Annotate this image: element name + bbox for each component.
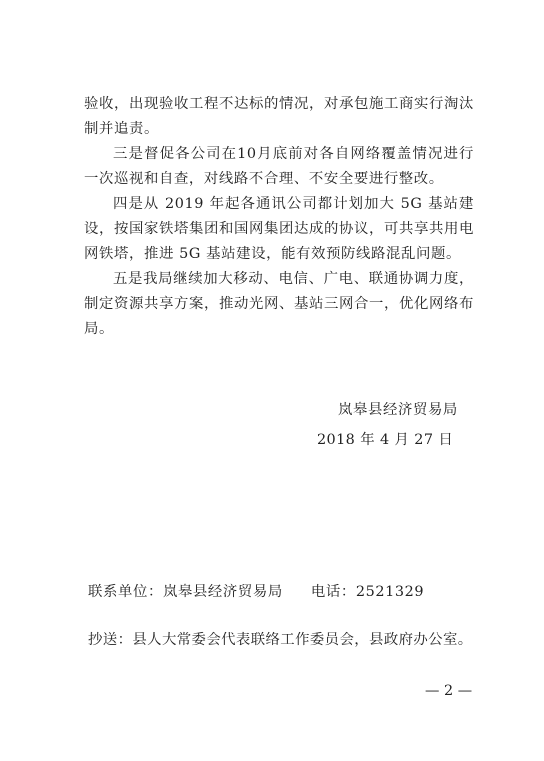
signature-date: 2018 年 4 月 27 日 xyxy=(317,432,454,448)
document-body xyxy=(84,92,474,342)
body-paragraph-1: 验收，出现验收工程不达标的情况，对承包施工商实行淘汰制并追责。 xyxy=(84,96,474,137)
body-paragraph-4: 五是我局继续加大移动、电信、广电、联通协调力度，制定资源共享方案，推动光网、基站三网合一，优化网络布局。 xyxy=(84,271,474,337)
signature-organization: 岚皋县经济贸易局 xyxy=(338,402,458,418)
contact-phone: 电话：2521329 xyxy=(310,584,425,600)
body-paragraph-3: 四是从 2019 年起各通讯公司都计划加大 5G 基站建设，按国家铁塔集团和国网集团达成的协议，可共享共用电网铁塔，推进 5G 基站建设，能有效预防线路混乱问题。 xyxy=(84,196,474,262)
cc-line: 抄送：县人大常委会代表联络工作委员会，县政府办公室。 xyxy=(88,632,473,648)
contact-line xyxy=(88,580,424,601)
body-paragraph-2: 三是督促各公司在10月底前对各自网络覆盖情况进行一次巡视和自查，对线路不合理、不安全要进行整改。 xyxy=(84,146,474,187)
contact-unit: 联系单位：岚皋县经济贸易局 xyxy=(88,584,283,600)
page-number: — 2 — xyxy=(425,683,473,699)
